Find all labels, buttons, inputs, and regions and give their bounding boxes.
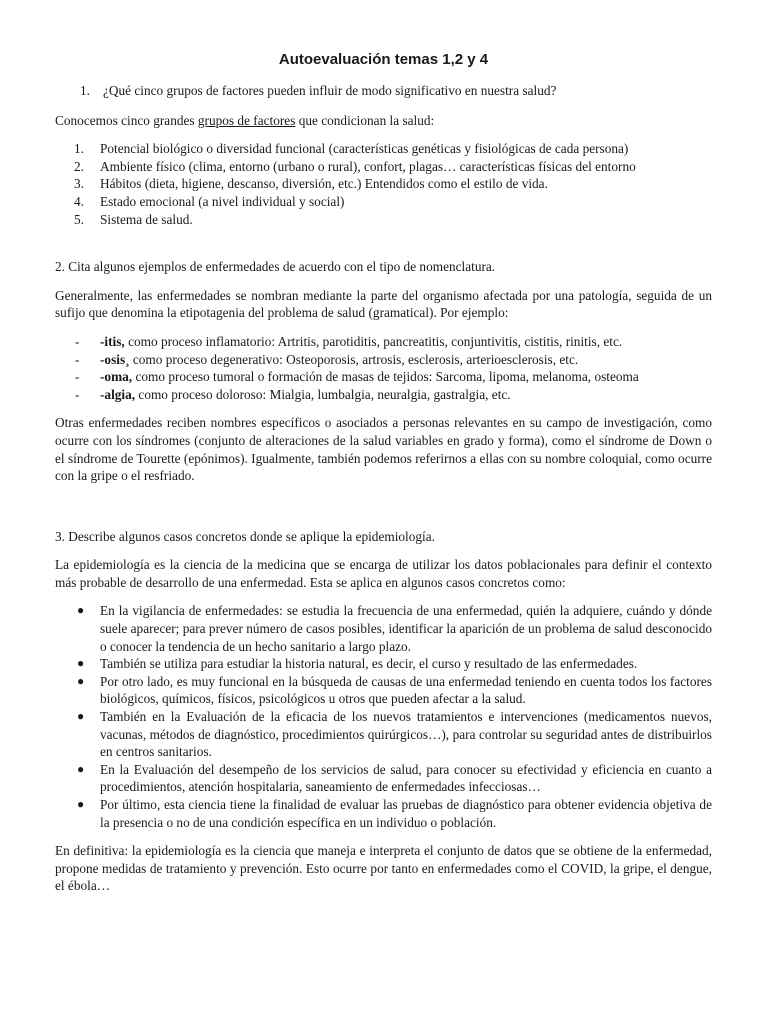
list-item-text: Sistema de salud.	[100, 211, 193, 227]
dash-marker: -	[75, 333, 80, 349]
factors-intro-underlined: grupos de factores	[197, 112, 296, 128]
bullet-icon: ●	[77, 761, 85, 776]
list-item	[55, 368, 712, 386]
cases-list	[55, 602, 712, 831]
suffix-list	[55, 333, 712, 403]
bullet-icon: ●	[77, 656, 85, 671]
suffix-description: como proceso tumoral o formación de masas de tejidos: Sarcoma, lipoma, melanoma, osteoma	[132, 369, 639, 385]
list-item-number: 3.	[74, 176, 84, 192]
factors-intro	[55, 112, 712, 130]
suffix-term: -algia,	[100, 386, 136, 402]
list-item-number: 2.	[74, 158, 84, 174]
dash-marker: -	[75, 369, 80, 385]
bullet-icon: ●	[77, 673, 85, 688]
suffix-term: -oma,	[100, 369, 133, 385]
list-item-text: Ambiente físico (clima, entorno (urbano o rural), confort, plagas… características físicas del entorno	[100, 158, 636, 174]
bullet-icon: ●	[77, 797, 85, 811]
list-item-text: También se utiliza para estudiar la historia natural, es decir, el curso y resultado de las enfermedades.	[100, 656, 638, 672]
dash-marker: -	[75, 351, 80, 367]
suffix-description: como proceso doloroso: Mialgia, lumbalgia, neuralgia, gastralgia, etc.	[135, 386, 511, 402]
list-item	[55, 140, 712, 158]
list-item-text: Potencial biológico o diversidad funcional (características genéticas y fisiológicas de cada persona)	[100, 141, 629, 157]
list-item	[55, 333, 712, 351]
question-1	[55, 82, 712, 100]
list-item	[55, 351, 712, 369]
question-3: 3. Describe algunos casos concretos donde se aplique la epidemiología.	[55, 528, 435, 544]
suffix-term: -itis,	[100, 333, 125, 349]
suffix-term: -osis¸	[100, 351, 130, 367]
factors-intro-before: Conocemos cinco grandes	[55, 112, 198, 128]
list-item-text: En la vigilancia de enfermedades: se estudia la frecuencia de una enfermedad, quién la adquiere, cuándo y dónde suele aparecer; para prever número de casos posibles, identificar la aparición de un problema de salud desconocido o conocer la tendencia de un hecho sanitario a largo plazo.	[100, 603, 712, 654]
list-item-text: También en la Evaluación de la eficacia de los nuevos tratamientos e intervenciones (medicamentos nuevos, vacunas, métodos de diagnóstico, procedimientos quirúrgicos…), para controlar su seguridad antes de distribuirlos en centros sanitarios.	[100, 709, 712, 760]
list-item	[55, 761, 712, 796]
syndromes-paragraph: Otras enfermedades reciben nombres específicos o asociados a personas relevantes en su campo de investigación, como ocurre con los síndromes (conjunto de alteraciones de la salud variables en grado y forma), como el síndrome de Down o el síndrome de Tourette (epónimos). Igualmente, también podemos referirnos a ellas con su nombre coloquial, como ocurre con la gripe o el resfriado.	[55, 415, 712, 484]
list-item	[55, 175, 712, 193]
list-item	[55, 211, 712, 229]
list-item	[55, 193, 712, 211]
list-item-text: Estado emocional (a nivel individual y social)	[100, 193, 345, 209]
list-item-number: 5.	[74, 211, 84, 227]
suffix-description: como proceso inflamatorio: Artritis, parotiditis, pancreatitis, conjuntivitis, cistitis, rinitis, etc.	[124, 333, 623, 349]
list-item	[55, 708, 712, 761]
factors-intro-after: que condicionan la salud:	[295, 112, 435, 128]
question-2: 2. Cita algunos ejemplos de enfermedades de acuerdo con el tipo de nomenclatura.	[55, 259, 496, 275]
list-item-number: 1.	[74, 141, 84, 157]
suffix-description: como proceso degenerativo: Osteoporosis, artrosis, esclerosis, arterioesclerosis, etc.	[129, 351, 579, 367]
question-1-text: ¿Qué cinco grupos de factores pueden influir de modo significativo en nuestra salud?	[103, 83, 557, 98]
dash-marker: -	[75, 386, 80, 402]
list-item	[55, 673, 712, 708]
epidemiology-paragraph: La epidemiología es la ciencia de la medicina que se encarga de utilizar los datos poblacionales para definir el contexto más probable de desarrollo de una enfermedad. Esta se aplica en algunos casos concretos como:	[55, 557, 712, 590]
document-page	[55, 50, 712, 895]
list-item	[55, 602, 712, 655]
factors-list	[55, 140, 712, 228]
bullet-icon: ●	[77, 709, 85, 724]
list-item-text: En la Evaluación del desempeño de los servicios de salud, para conocer su efectividad y eficiencia en cuanto a procedimientos, atención hospitalaria, saneamiento de enfermedades infecciosas…	[100, 761, 712, 795]
document-title: Autoevaluación temas 1,2 y 4	[278, 51, 489, 68]
list-item	[55, 386, 712, 404]
bullet-icon: ●	[77, 603, 85, 618]
list-item-text: Por último, esta ciencia tiene la finalidad de evaluar las pruebas de diagnóstico para obtener evidencia objetiva de la presencia o no de una condición específica en un individuo o población.	[100, 797, 712, 830]
list-item-number: 4.	[74, 193, 84, 209]
conclusion-paragraph: En definitiva: la epidemiología es la ciencia que maneja e interpreta el conjunto de datos que se obtiene de la enfermedad, propone medidas de tratamiento y prevención. Esto ocurre por tanto en enfermedades como el COVID, la gripe, el dengue, el ébola…	[55, 843, 712, 894]
list-item-text: Por otro lado, es muy funcional en la búsqueda de causas de una enfermedad teniendo en cuenta todos los factores biológicos, químicos, físicos, psicológicos u otros que pueden afectar a la salud.	[100, 673, 712, 707]
nomenclature-paragraph: Generalmente, las enfermedades se nombran mediante la parte del organismo afectada por una patología, seguida de un sufijo que denomina la etipotagenia del problema de salud (gramatical). Por ejemplo:	[55, 287, 712, 321]
question-1-number: 1.	[80, 83, 90, 98]
list-item	[55, 158, 712, 176]
list-item-text: Hábitos (dieta, higiene, descanso, diversión, etc.) Entendidos como el estilo de vida.	[100, 176, 548, 192]
list-item	[55, 796, 712, 831]
list-item	[55, 655, 712, 673]
